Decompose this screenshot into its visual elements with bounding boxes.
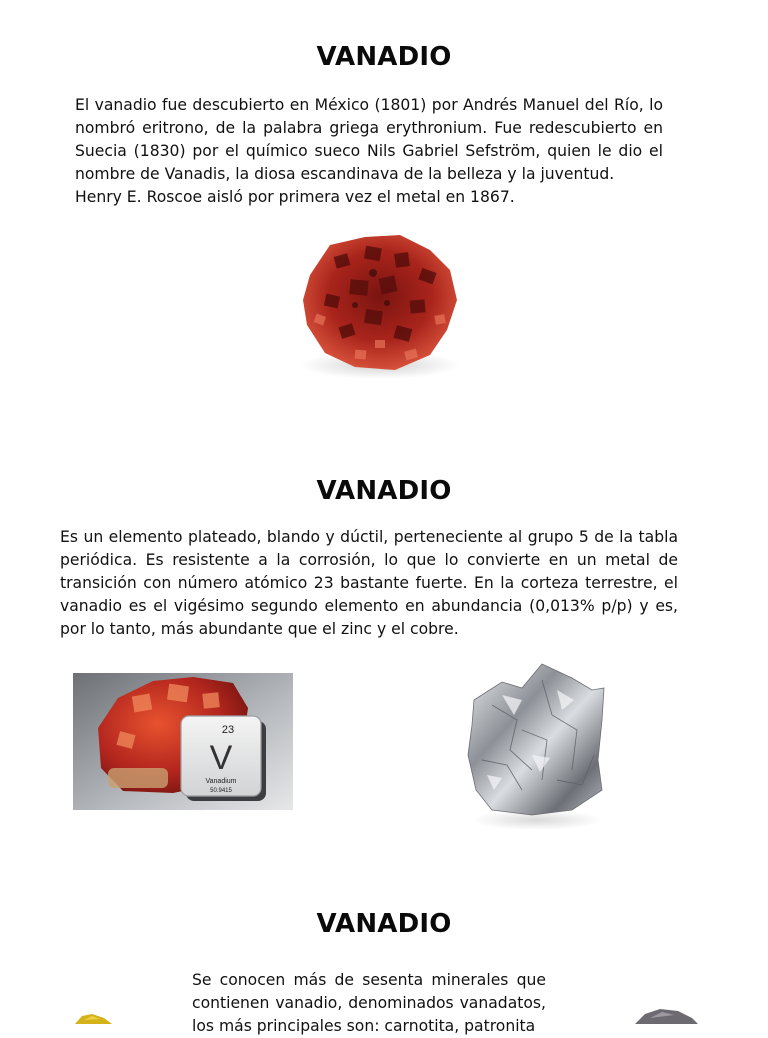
gray-mineral-image-partial <box>630 1006 700 1024</box>
section-1-title: VANADIO <box>316 42 452 72</box>
element-name: Vanadium <box>205 778 237 785</box>
element-mass: 50.9415 <box>210 788 232 794</box>
section-1-paragraph-block <box>75 94 663 209</box>
section-2-paragraph: Es un elemento plateado, blando y dúctil, perteneciente al grupo 5 de la tabla periódica. Es resistente a la corrosión, lo que lo convierte en un metal de transición con número atómico 23 bastante fuerte. En la corteza terrestre, el vanadio es el vigésimo segundo elemento en abundancia (0,013% p/p) y es, por lo tanto, más abundante que el zinc y el cobre. <box>60 528 678 638</box>
vanadinite-crystal-image <box>235 215 515 395</box>
vanadium-metal-image <box>462 660 612 835</box>
section-1-paragraph: El vanadio fue descubierto en México (1801) por Andrés Manuel del Río, lo nombró eritrono, de la palabra griega erythronium. Fue redescubierto en Suecia (1830) por el químico sueco Nils Gabriel Sefström, quien le dio el nombre de Vanadis, la diosa escandinava de la belleza y la juventud. <box>75 96 663 183</box>
yellow-mineral-image-partial <box>70 1010 115 1024</box>
section-1-paragraph-2: Henry E. Roscoe aisló por primera vez el metal en 1867. <box>75 188 515 206</box>
vanadium-element-tile-image <box>73 673 293 810</box>
element-atomic-number: 23 <box>221 724 235 736</box>
section-2-title: VANADIO <box>316 476 452 506</box>
section-3-paragraph: Se conocen más de sesenta minerales que contienen vanadio, denominados vanadatos, los más principales son: carnotita, patronita <box>192 971 546 1035</box>
element-symbol: V <box>209 739 233 777</box>
section-3-title: VANADIO <box>316 909 452 939</box>
